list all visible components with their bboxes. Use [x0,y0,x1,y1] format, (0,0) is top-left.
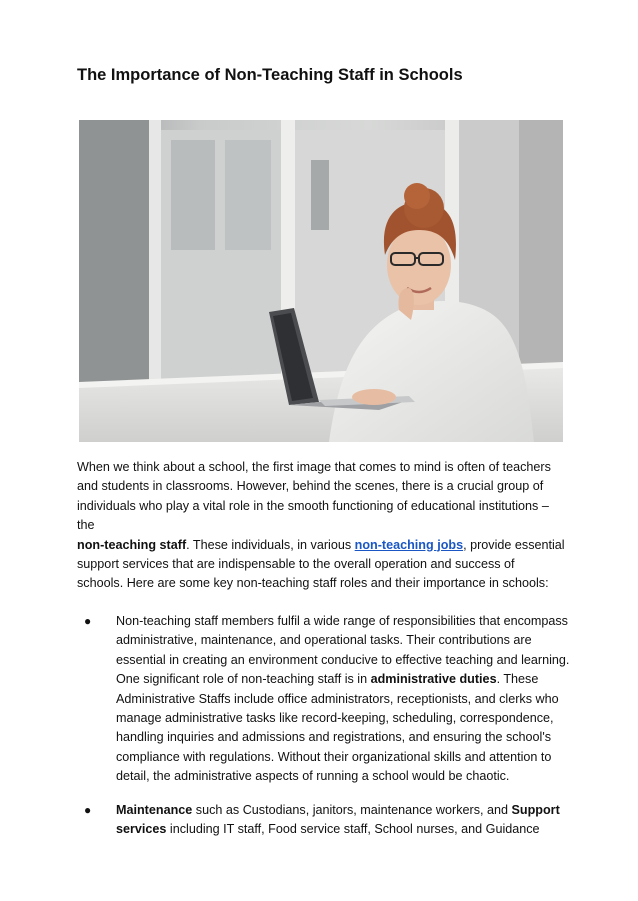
bullet-marker: ● [84,803,92,817]
intro-line: When we think about a school, the first image that comes to mind is often of teachers [77,460,551,474]
intro-line [77,536,565,555]
bold-term: non-teaching staff [77,537,187,552]
bullet-line: manage administrative tasks like record-keeping, scheduling, correspondence, [116,710,554,725]
intro-line: individuals who play a vital role in the smooth functioning of educational institutions – [77,498,549,513]
bullet-line: handling inquiries and admissions and registrations, and ensuring the school's [116,730,552,745]
bold-term: administrative duties [370,672,497,687]
bold-term: Support [511,803,560,817]
bullet-content [116,612,569,787]
intro-text: , provide essential [463,537,565,552]
bullet-marker: ● [84,614,92,628]
bullet-text: One significant role of non-teaching staff is in [116,672,371,687]
bullet-line: administrative, maintenance, and operational tasks. Their contributions are [116,633,532,648]
intro-text: . These individuals, in various [186,537,355,552]
woman-laptop-photo [79,120,563,442]
bullet-line [116,820,560,839]
intro-paragraph [77,458,565,594]
bullet-line [116,670,569,689]
bold-term: services [116,822,167,837]
intro-line: support services that are indispensable to the overall operation and success of [77,556,515,571]
bullet-line [116,801,560,820]
bullet-text: including IT staff, Food service staff, School nurses, and Guidance [166,822,540,837]
bullet-text: . These [496,672,539,687]
non-teaching-jobs-link[interactable]: non-teaching jobs [354,537,464,552]
bullet-line: Administrative Staffs include office administrators, receptionists, and clerks who [116,691,559,706]
bullet-line: essential in creating an environment conducive to effective teaching and learning. [116,652,570,667]
bullet-line: Non-teaching staff members fulfil a wide range of responsibilities that encompass [116,614,568,628]
bullet-line: compliance with regulations. Without their organizational skills and attention to [116,749,552,764]
intro-line: the [77,518,95,533]
intro-line: schools. Here are some key non-teaching staff roles and their importance in schools: [77,576,549,591]
page-title: The Importance of Non-Teaching Staff in Schools [77,66,463,84]
bold-term: Maintenance [116,803,193,817]
bullet-line: detail, the administrative aspects of running a school would be chaotic. [116,769,510,784]
bullet-content [116,801,560,840]
intro-line: and students in classrooms. However, behind the scenes, there is a crucial group of [77,479,544,494]
bullet-text: such as Custodians, janitors, maintenance workers, and [192,803,512,817]
